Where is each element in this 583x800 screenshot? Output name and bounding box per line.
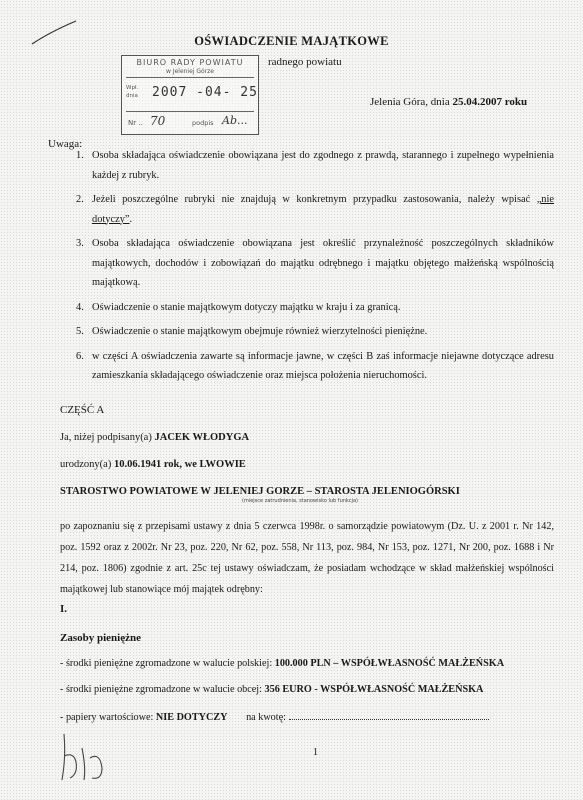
birth-info: 10.06.1941 rok, we LWOWIE bbox=[113, 459, 246, 470]
cash-foreign-line: - środki pieniężne zgromadzone w walucie obcej: 356 EURO - WSPÓŁWŁASNOŚĆ MAŁŻEŃSKA bbox=[60, 684, 484, 695]
stamp-date: 2007 -04- 25 bbox=[152, 85, 258, 100]
securities-line: - papiery wartościowe: NIE DOTYCZY na kwotę: bbox=[60, 710, 489, 723]
stamp-city: w Jeleniej Górze bbox=[166, 68, 214, 75]
assets-heading: Zasoby pieniężne bbox=[60, 632, 141, 644]
born-line: urodzony(a) 10.06.1941 rok, we LWOWIE bbox=[60, 459, 246, 470]
cash-pln-line: - środki pieniężne zgromadzone w walucie polskiej: 100.000 PLN – WSPÓŁWŁASNOŚĆ MAŁŻEŃSKA bbox=[60, 658, 505, 669]
stamp-label-date: dnia bbox=[126, 93, 138, 99]
employer-line: STAROSTWO POWIATOWE W JELENIEJ GORZE – STAROSTA JELENIOGÓRSKI bbox=[60, 486, 460, 497]
stamp-nr-value: 70 bbox=[150, 114, 166, 128]
stamp-pages-label: podpis bbox=[192, 119, 214, 127]
registration-stamp bbox=[121, 55, 259, 135]
notes-heading: Uwaga: bbox=[48, 138, 83, 150]
stamp-nr-label: Nr .. bbox=[128, 119, 143, 127]
list-item: 4. Oświadczenie o stanie majątkowym dotyczy majątku w kraju i za granicą. bbox=[76, 301, 401, 313]
law-reference-paragraph: po zapoznaniu się z przepisami ustawy z dnia 5 czerwca 1998r. o samorządzie powiatowym (Dz. U. z 2001 r. Nr 142, poz. 1592 oraz z 2002r. Nr 23, poz. 220, Nr 62, poz. 558, Nr 113, poz. 984, Nr 153, poz. 1271, Nr 200, poz. 1688 i Nr 214, poz. 1806) zgodnie z art. 25c tej ustawy oświadczam, że posiadam wchodzące w skład małżeńskiej wspólności majątkowej lub stanowiące mój majątek odrębny: bbox=[60, 521, 554, 595]
stamp-office: BIURO RADY POWIATU bbox=[136, 58, 244, 67]
employer-caption: (miejsce zatrudnienia, stanowisko lub funkcja) bbox=[242, 498, 358, 504]
cash-pln-value: 100.000 PLN – WSPÓŁWŁASNOŚĆ MAŁŻEŃSKA bbox=[274, 658, 505, 669]
list-item: 1. Osoba składająca oświadczenie obowiązana jest do zgodnego z prawdą, starannego i zupełnego wypełnienia każdej z rubryk. bbox=[76, 150, 554, 181]
document-title: OŚWIADCZENIE MAJĄTKOWE bbox=[194, 34, 389, 48]
place-and-date bbox=[370, 96, 527, 108]
stamp-label-in: Wpł. bbox=[126, 85, 139, 91]
list-item: 5. Oświadczenie o stanie majątkowym obejmuje również wierzytelności pieniężne. bbox=[76, 326, 428, 337]
list-item: 2. Jeżeli poszczególne rubryki nie znajdują w konkretnym przypadku zastosowania, należy wpisać „nie dotyczy”. bbox=[76, 194, 554, 225]
cash-foreign-value: 356 EURO - WSPÓŁWŁASNOŚĆ MAŁŻEŃSKA bbox=[264, 684, 484, 695]
securities-amount-dots bbox=[289, 710, 489, 720]
document-subtitle: radnego powiatu bbox=[268, 56, 342, 68]
handwritten-signature bbox=[56, 728, 116, 788]
signer-name: JACEK WŁODYGA bbox=[154, 432, 250, 443]
signed-line: Ja, niżej podpisany(a) JACEK WŁODYGA bbox=[60, 432, 250, 443]
list-item: 6. w części A oświadczenia zawarte są informacje jawne, w części B zaś informacje niejawne dotyczące adresu zamieszkania składającego oświadczenie oraz miejsca położenia nieruchomości. bbox=[76, 350, 554, 381]
section-roman-one: I. bbox=[60, 603, 68, 615]
place-date-value: 25.04.2007 roku bbox=[452, 96, 528, 108]
securities-amount-label: na kwotę: bbox=[246, 712, 286, 723]
place-date-prefix: Jelenia Góra, dnia bbox=[370, 96, 453, 108]
part-a-heading: CZĘŚĆ A bbox=[60, 404, 105, 416]
stamp-pages-value: Ab... bbox=[222, 114, 248, 127]
notes-list bbox=[62, 146, 554, 391]
list-item: 3. Osoba składająca oświadczenie obowiązana jest określić przynależność poszczególnych składników majątkowych, dochodów i zobowiązań do majątku odrębnego i majątku objętego małżeńską wspólnością majątkową. bbox=[76, 238, 554, 288]
securities-value: NIE DOTYCZY bbox=[155, 712, 228, 723]
page-number: 1 bbox=[313, 747, 318, 758]
